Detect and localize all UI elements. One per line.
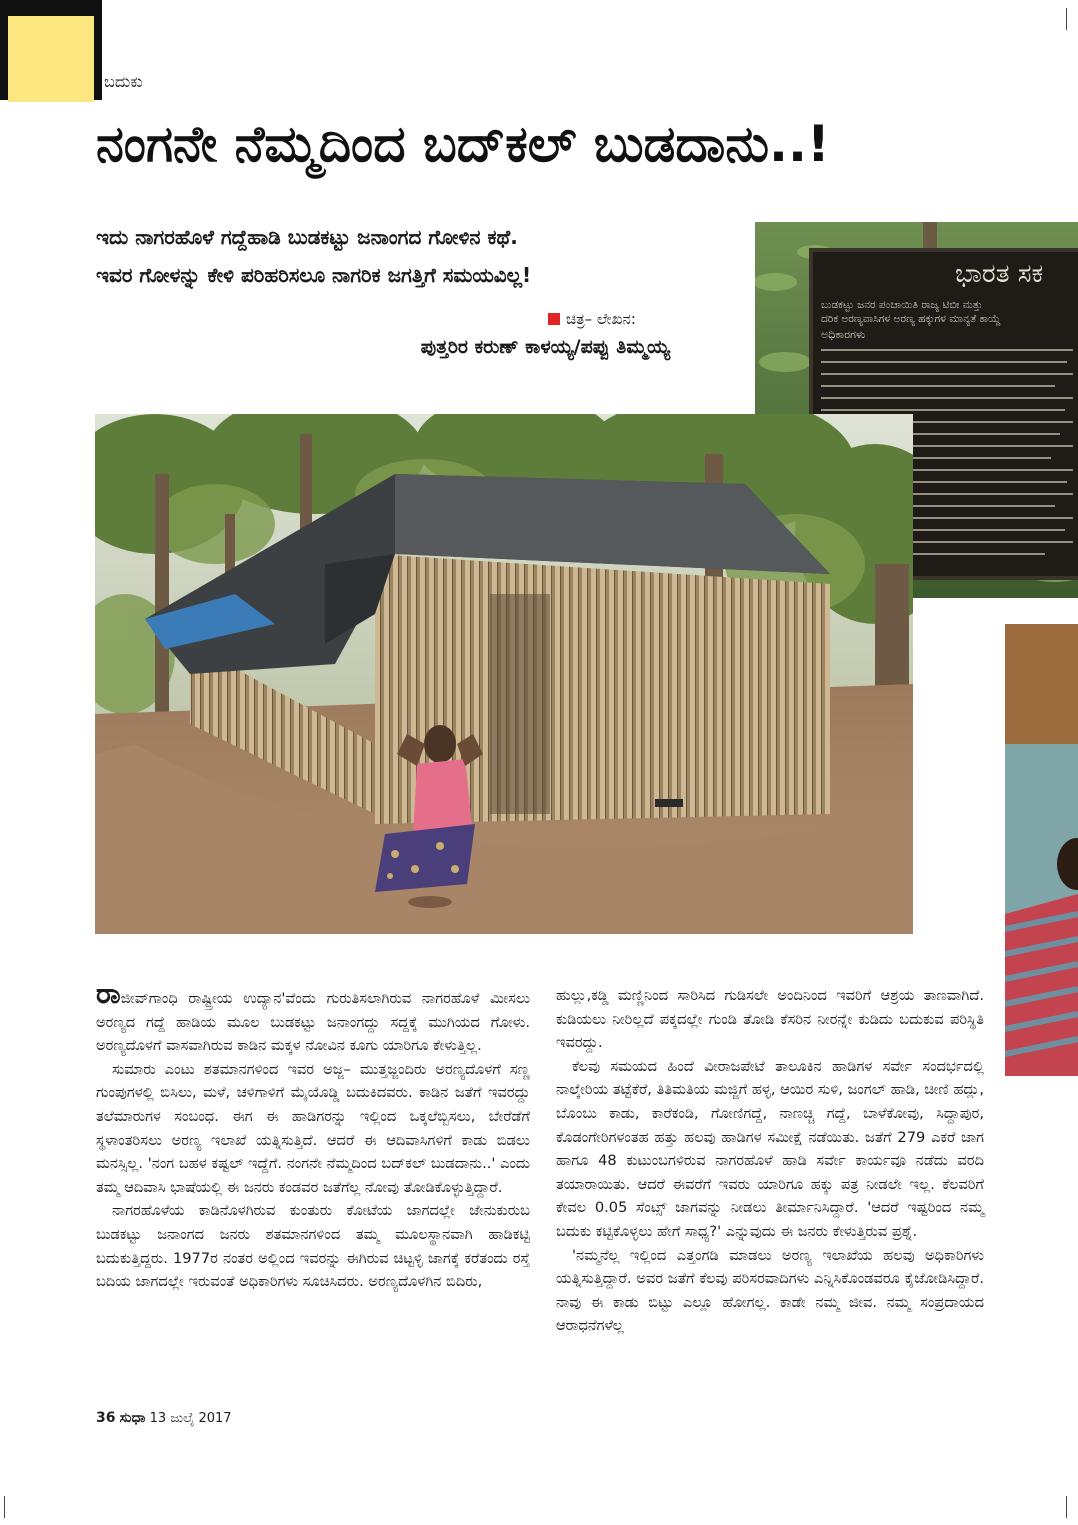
section-label: ಬದುಕು [104,72,143,91]
red-square-icon [548,313,560,325]
article-paragraph: ಹುಲ್ಲು,ಕಡ್ಡಿ ಮಣ್ಣಿನಿಂದ ಸಾರಿಸಿದ ಗುಡಿಸಲೇ ಅಂದಿನಿಂದ ಇವರಿಗೆ ಆಶ್ರಯ ತಾಣವಾಗಿದೆ. ಕುಡಿಯಲು ನೀರಿಲ್ಲದೆ ಪಕ್ಕದಲ್ಲೇ ಗುಂಡಿ ತೋಡಿ ಕೆಸರಿನ ನೀರನ್ನೇ ಕುಡಿದು ಬದುಕುವ ಪರಿಸ್ಥಿತಿ ಇವರದ್ದು. [556,987,984,1052]
article-paragraph: ರಾಜೀವ್‌ಗಾಂಧಿ ರಾಷ್ಟ್ರೀಯ ಉದ್ಯಾನ'ವೆಂದು ಗುರುತಿಸಲಾಗಿರುವ ನಾಗರಹೊಳೆ ಮೀಸಲು ಅರಣ್ಯದ ಗದ್ದೆ ಹಾಡಿಯ ಮೂಲ ಬುಡಕಟ್ಟು ಜನಾಂಗದ್ದು ಸದ್ದಕ್ಕೆ ಮುಗಿಯದ ಗೋಳು. ಅರಣ್ಯದೊಳಗೆ ವಾಸವಾಗಿರುವ ಕಾಡಿನ ಮಕ್ಕಳ ನೋವಿನ ಕೂಗು ಯಾರಿಗೂ ಕೇಳುತ್ತಿಲ್ಲ. [96,977,530,1055]
hut-photo [95,414,913,934]
page-footer [96,1410,232,1426]
signboard-line: ದರಿಕ ಅರಣ್ಯವಾಸಿಗಳ ಅರಣ್ಯ ಹಕ್ಕುಗಳ ಮಾನ್ಯತೆ ಕಾಯ್ದೆ [821,313,1001,325]
byline-label: ಚಿತ್ರ– ಲೇಖನ: [548,310,636,328]
article-paragraph: 'ನಮ್ಮನೆಲ್ಲ ಇಲ್ಲಿಂದ ಎತ್ತಂಗಡಿ ಮಾಡಲು ಅರಣ್ಯ ಇಲಾಖೆಯ ಹಲವು ಅಧಿಕಾರಿಗಳು ಯತ್ನಿಸುತ್ತಿದ್ದಾರೆ. ಅವರ ಜತೆಗೆ ಕೆಲವು ಪರಿಸರವಾದಿಗಳು ಎನ್ನಿಸಿಕೊಂಡವರೂ ಕೈಜೋಡಿಸಿದ್ದಾರೆ. ನಾವು ಈ ಕಾಡು ಬಿಟ್ಟು ಎಲ್ಲೂ ಹೋಗಲ್ಲ. ಕಾಡೇ ನಮ್ಮ ಜೀವ. ನಮ್ಮ ಸಂಪ್ರದಾಯದ ಆರಾಧನೆಗಳೆಲ್ಲ [556,1246,984,1335]
magazine-name: ಸುಧಾ [119,1410,146,1426]
article-column-left [96,977,530,1294]
crop-mark [1066,8,1067,30]
crop-mark [1066,1496,1067,1518]
signboard-line: ಅಧಿಕಾರಗಳು [821,328,866,341]
drop-cap: ರಾ [96,977,121,1010]
signboard-line: ಬುಡಕಟ್ಟು ಜನರ ಪಂಚಾಯಿತಿ ರಾಜ್ಯ ಟಿಬೀ ಮತ್ತು [821,299,983,311]
section-tab-frame [0,0,8,100]
standfirst [96,218,736,294]
article-paragraph: ನಾಗರಹೊಳೆಯ ಕಾಡಿನೊಳಗಿರುವ ಕುಂತುರು ಕೋಟೆಯ ಜಾಗದಲ್ಲೇ ಜೇನುಕುರುಬ ಬುಡಕಟ್ಟು ಜನಾಂಗದ ಜನರು ಶತಮಾನಗಳಿಂದ ತಮ್ಮ ಮೂಲಸ್ಥಾನವಾಗಿ ಹಾಡಿಕಟ್ಟಿ ಬದುಕುತ್ತಿದ್ದರು. 1977ರ ನಂತರ ಅಲ್ಲಿಂದ ಇವರನ್ನು ಈಗಿರುವ ಚಿಟ್ಟಳ್ಳಿ ಜಾಗಕ್ಕೆ ಕರೆತಂದು ರಸ್ತೆ ಬದಿಯ ಜಾಗದಲ್ಲೇ ಇರುವಂತೆ ಅಧಿಕಾರಿಗಳು ಸೂಚಿಸಿದರು. ಅರಣ್ಯದೊಳಗಿನ ಬಿದಿರು, [96,1202,530,1291]
issue-date: 13 ಜುಲೈ 2017 [149,1411,232,1426]
page-title: ನಂಗನೇ ನೆಮ್ಮದಿಂದ ಬದ್‌ಕಲ್ ಬುಡದಾನು..! [96,115,830,173]
byline-names: ಪುತ್ತರಿರ ಕರುಣ್ ಕಾಳಯ್ಯ/ಪಪ್ಪು ತಿಮ್ಮಯ್ಯ [420,336,670,358]
article-column-right [556,984,984,1338]
section-tab [8,16,94,102]
crop-mark [4,1496,5,1518]
section-tab-frame [94,0,102,100]
page-number: 36 [96,1410,116,1426]
signboard-heading: ಭಾರತ ಸಕ [955,259,1044,289]
article-paragraph: ಕೆಲವು ಸಮಯದ ಹಿಂದೆ ವೀರಾಜಪೇಟೆ ತಾಲೂಕಿನ ಹಾಡಿಗಳ ಸರ್ವೇ ಸಂದರ್ಭದಲ್ಲಿ ನಾಲ್ಕೇರಿಯ ತಟ್ಟೆಕೆರೆ, ತಿತಿಮತಿಯ ಮಜ್ಜಿಗೆ ಹಳ್ಳ, ಆಯಿರ ಸುಳಿ, ಜಂಗಲ್ ಹಾಡಿ, ಚೀಣಿ ಹದ್ಲು, ಬೊಂಬು ಕಾಡು, ಕಾರೆಕಂಡಿ, ಗೋಣಿಗದ್ದೆ, ನಾಣಚ್ಚಿ ಗದ್ದೆ, ಬಾಳೆಕೋವು, ಸಿದ್ದಾಪುರ, ಕೊಡಂಗೇರಿಗಳಂತಹ ಹತ್ತು ಹಲವು ಹಾಡಿಗಳ ಸಮೀಕ್ಷೆ ನಡೆಯಿತು. ಜತೆಗೆ 279 ಎಕರೆ ಜಾಗ ಹಾಗೂ 48 ಕುಟುಂಬಗಳಿರುವ ನಾಗರಹೊಳೆ ಹಾಡಿ ಸರ್ವೇ ಕಾರ್ಯವೂ ನಡೆದು ವರದಿ ತಯಾರಾಯಿತು. ಆದರೆ ಈವರೆಗೆ ಇವರು ಯಾರಿಗೂ ಹಕ್ಕು ಪತ್ರ ನೀಡಲೇ ಇಲ್ಲ. ಕೆಲವರಿಗೆ ಕೇವಲ 0.05 ಸೆಂಟ್ಸ್ ಜಾಗವನ್ನು ನೀಡಲು ತೀರ್ಮಾನಿಸಿದ್ದಾರೆ. 'ಆದರೆ ಇಷ್ಟರಿಂದ ನಮ್ಮ ಬದುಕು ಕಟ್ಟಿಕೊಳ್ಳಲು ಹೇಗೆ ಸಾಧ್ಯ?' ಎನ್ನುವುದು ಈ ಜನರು ಕೇಳುತ್ತಿರುವ ಪ್ರಶ್ನೆ. [556,1057,984,1240]
person-photo [1005,624,1078,1076]
article-paragraph: ಸುಮಾರು ಎಂಟು ಶತಮಾನಗಳಿಂದ ಇವರ ಅಜ್ಜ– ಮುತ್ತಜ್ಜಂದಿರು ಅರಣ್ಯದೊಳಗೆ ಸಣ್ಣ ಗುಂಪುಗಳಲ್ಲಿ ಬಿಸಿಲು, ಮಳೆ, ಚಳಿಗಾಳಿಗೆ ಮೈಯೊಡ್ಡಿ ಬದುಕಿದವರು. ಕಾಡಿನ ಜತೆಗೆ ಇವರದ್ದು ತಲೆಮಾರುಗಳ ಸಂಬಂಧ. ಈಗ ಈ ಹಾಡಿಗರನ್ನು ಇಲ್ಲಿಂದ ಒಕ್ಕಲೆಬ್ಬಿಸಲು, ಬೇರೆಡೆಗೆ ಸ್ಥಳಾಂತರಿಸಲು ಅರಣ್ಯ ಇಲಾಖೆ ಯತ್ನಿಸುತ್ತಿದೆ. ಆದರೆ ಈ ಆದಿವಾಸಿಗಳಿಗೆ ಕಾಡು ಬಿಡಲು ಮನಸ್ಸಿಲ್ಲ. 'ನಂಗ ಬಹಳ ಕಷ್ಟಲ್ ಇದ್ದೆಗೆ. ನಂಗನೇ ನೆಮ್ಮದಿಂದ ಬದ್‌ಕಲ್ ಬುಡದಾನು..' ಎಂದು ತಮ್ಮ ಆದಿವಾಸಿ ಭಾಷೆಯಲ್ಲಿ ಈ ಜನರು ಕಂಡವರ ಜತೆಗೆಲ್ಲ ನೋವು ತೋಡಿಕೊಳ್ಳುತ್ತಿದ್ದಾರೆ. [96,1060,530,1196]
section-tab-frame [0,0,102,16]
standfirst-line: ಇದು ನಾಗರಹೊಳೆ ಗದ್ದೆಹಾಡಿ ಬುಡಕಟ್ಟು ಜನಾಂಗದ ಗೋಳಿನ ಕಥೆ. [96,225,518,249]
standfirst-line: ಇವರ ಗೋಳನ್ನು ಕೇಳಿ ಪರಿಹರಿಸಲೂ ನಾಗರಿಕ ಜಗತ್ತಿಗೆ ಸಮಯವಿಲ್ಲ! [96,263,532,287]
